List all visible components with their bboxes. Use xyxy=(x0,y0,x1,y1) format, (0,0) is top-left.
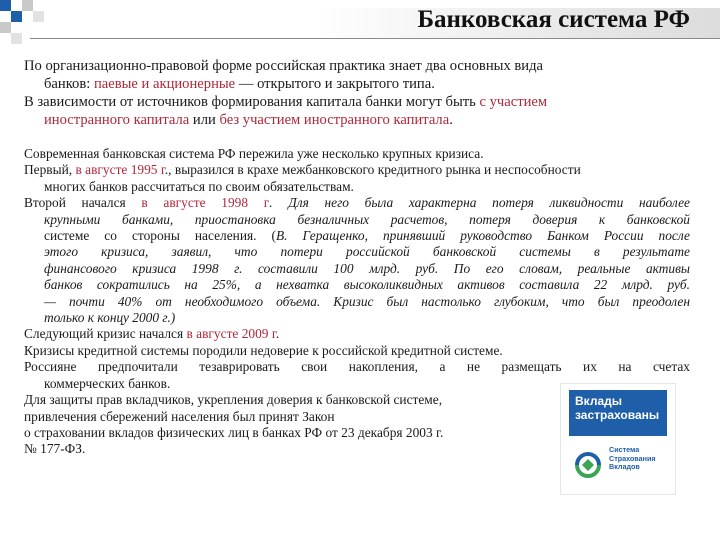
text-line xyxy=(24,326,690,342)
badge-subtitle xyxy=(609,446,656,472)
text-line xyxy=(24,162,690,178)
text-line: крупными банками, приостановка безналичных расчетов, потеря доверия к банковской xyxy=(44,211,690,227)
text-line xyxy=(24,228,690,244)
text-span: . Для него была характерна потеря ликвидности наиболее xyxy=(269,195,690,211)
page-title: Банковская система РФ xyxy=(417,6,690,33)
text-span: банков: xyxy=(44,76,94,92)
text-line xyxy=(24,111,688,129)
badge-subtitle-line: Система xyxy=(609,445,640,454)
text-span: Второй начался xyxy=(24,195,142,211)
highlight-text: паевые и акционерные xyxy=(93,76,236,92)
text-span: . xyxy=(449,112,453,128)
text-line: Россияне предпочитали тезаврировать свои накопления, а не размещать их на счетах xyxy=(24,359,690,375)
highlight-text: в августе 1998 г xyxy=(141,195,270,211)
dia-logo-icon xyxy=(573,450,603,480)
text-line: о страховании вкладов физических лиц в банках РФ от 23 декабря 2003 г. xyxy=(24,424,444,440)
corner-square xyxy=(33,11,44,22)
text-line: — почти 40% от необходимого объема. Кризис был настолько глубоким, что был преодолен xyxy=(44,293,690,309)
badge-header xyxy=(569,390,667,436)
text-span: Первый, xyxy=(24,162,76,178)
text-span: Следующий кризис начался xyxy=(24,326,187,342)
corner-square xyxy=(0,0,11,11)
text-span: — открытого и закрытого типа. xyxy=(235,76,435,92)
text-line: № 177-ФЗ. xyxy=(24,441,86,457)
corner-square xyxy=(22,0,33,11)
text-span: В зависимости от источников формирования капитала банки могут быть xyxy=(24,94,480,110)
highlight-text: без участием иностранного капитала xyxy=(219,112,450,128)
text-line: Для защиты прав вкладчиков, укрепления доверия к банковской системе, xyxy=(24,392,443,408)
text-line: финансового кризиса 1998 г. составили 100 млрд. руб. По его словам, реальные активы xyxy=(44,260,690,276)
text-span: . xyxy=(275,326,280,342)
text-line: банков сократились на 25%, а нехватка высоколиквидных активов составила 22 млрд. руб. xyxy=(44,277,690,293)
badge-title-line: застрахованы xyxy=(575,408,660,422)
badge-title-line: Вклады xyxy=(575,394,622,408)
deposit-insurance-badge xyxy=(560,383,676,495)
text-line: Современная банковская система РФ пережила уже несколько крупных кризиса. xyxy=(24,146,484,161)
text-line: коммерческих банков. xyxy=(44,375,171,391)
text-line: привлечения сбережений населения был принят Закон xyxy=(24,408,335,424)
corner-square xyxy=(11,11,22,22)
text-line xyxy=(24,195,690,211)
text-span: ., выразился в крахе межбанковского кредитного рынка и неспособности xyxy=(164,162,581,178)
text-line xyxy=(24,57,688,75)
text-line: Кризисы кредитной системы породили недоверие к российской кредитной системе. xyxy=(24,342,503,358)
corner-square xyxy=(11,33,22,44)
highlight-text: иностранного капитала xyxy=(44,112,190,128)
text-span: В. Геращенко, принявший руководство Банком России после xyxy=(276,228,690,244)
text-span: системе со стороны населения. ( xyxy=(44,228,276,244)
highlight-text: в августе 2009 г xyxy=(186,326,276,342)
corner-square xyxy=(0,22,11,33)
text-line: этого кризиса, заявил, что потери российской банковской системы в результате xyxy=(44,244,690,260)
text-span: или xyxy=(189,112,220,128)
text-line xyxy=(24,93,688,111)
header-rule xyxy=(30,38,720,39)
highlight-text: с участием xyxy=(479,94,548,110)
text-line: только к концу 2000 г.) xyxy=(44,310,176,326)
text-span: По организационно-правовой форме российская практика знает два основных вида xyxy=(24,58,543,74)
intro-paragraph xyxy=(24,57,688,129)
badge-subtitle-line: Вкладов xyxy=(609,462,640,472)
text-line xyxy=(24,75,688,93)
badge-subtitle-line: Страхования xyxy=(609,453,656,463)
text-line: многих банков рассчитаться по своим обязательствам. xyxy=(44,178,354,194)
highlight-text: в августе 1995 г xyxy=(75,162,165,178)
